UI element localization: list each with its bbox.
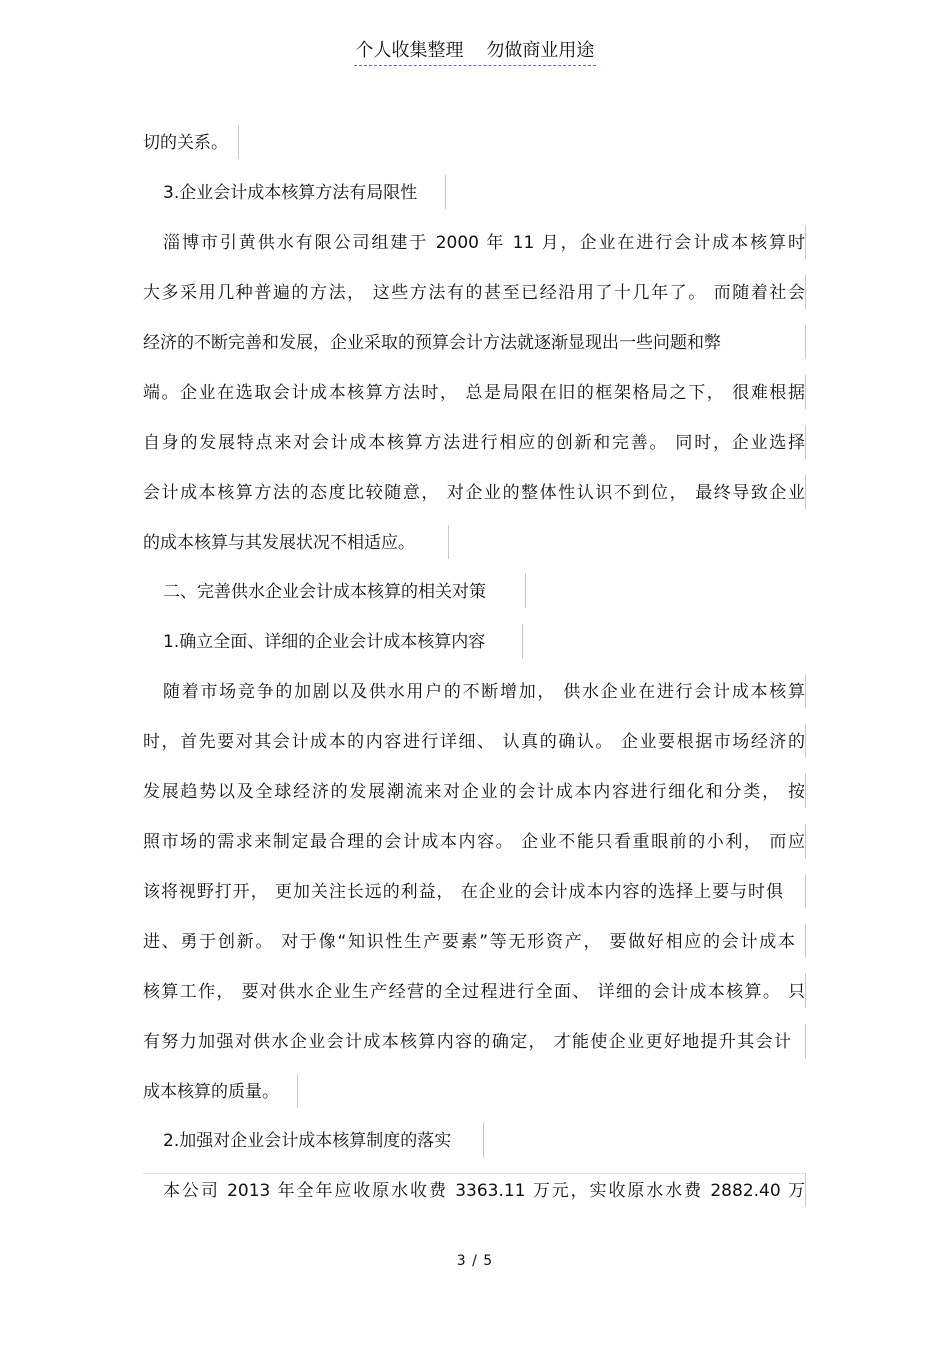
line-box-marker <box>805 824 806 858</box>
text-line: 成本核算的质量。 <box>143 1082 279 1102</box>
line-box-marker <box>805 724 806 758</box>
page-indicator: 3 / 5 <box>456 1253 494 1269</box>
line-box-marker <box>805 1024 806 1058</box>
line-box-marker <box>238 125 239 159</box>
text-line: 大多采用几种普遍的方法， 这些方法有的甚至已经沿用了十几年了。 而随着社会 <box>143 283 805 303</box>
text-line: 进、勇于创新。 对于像“知识性生产要素”等无形资产， 要做好相应的会计成本 <box>143 932 795 952</box>
text-line: 时，首先要对其会计成本的内容进行详细、 认真的确认。 企业要根据市场经济的 <box>143 732 805 752</box>
text-line: 切的关系。 <box>143 133 228 153</box>
line-box-marker <box>805 774 806 808</box>
line-box-marker <box>525 574 526 608</box>
section-heading: 二、完善供水企业会计成本核算的相关对策 <box>163 582 486 602</box>
line-box-marker <box>805 275 806 309</box>
text-line: 随着市场竞争的加剧以及供水用户的不断增加， 供水企业在进行会计成本核算 <box>163 682 805 702</box>
section-heading: 2.加强对企业会计成本核算制度的落实 <box>163 1131 452 1151</box>
line-box-marker <box>805 425 806 459</box>
header-text: 个人收集整理 勿做商业用途 <box>354 38 597 66</box>
line-box-marker <box>805 1173 806 1207</box>
line-box-marker <box>445 175 446 209</box>
text-line: 淄博市引黄供水有限公司组建于 2000 年 11 月，企业在进行会计成本核算时 <box>163 233 805 253</box>
text-line: 该将视野打开， 更加关注长远的利益， 在企业的会计成本内容的选择上要与时俱 <box>143 882 783 902</box>
line-box-marker <box>805 375 806 409</box>
page-header <box>0 38 950 66</box>
line-box-marker <box>805 475 806 509</box>
line-box-marker <box>805 874 806 908</box>
line-box-marker <box>522 624 523 658</box>
text-line: 自身的发展特点来对会计成本核算方法进行相应的创新和完善。 同时，企业选择 <box>143 433 805 453</box>
text-line: 照市场的需求来制定最合理的会计成本内容。 企业不能只看重眼前的小利， 而应 <box>143 832 805 852</box>
line-box-marker <box>805 924 806 958</box>
line-box-marker <box>805 674 806 708</box>
text-line: 端。企业在选取会计成本核算方法时， 总是局限在旧的框架格局之下， 很难根据 <box>143 383 805 403</box>
text-line: 会计成本核算方法的态度比较随意， 对企业的整体性认识不到位， 最终导致企业 <box>143 483 805 503</box>
line-box-marker <box>483 1123 484 1157</box>
line-box-marker <box>805 974 806 1008</box>
text-line: 有努力加强对供水企业会计成本核算内容的确定， 才能使企业更好地提升其会计 <box>143 1032 791 1052</box>
line-box-marker <box>297 1074 298 1108</box>
text-line: 的成本核算与其发展状况不相适应。 <box>143 533 415 553</box>
section-heading: 3.企业会计成本核算方法有局限性 <box>163 183 418 203</box>
line-box-marker <box>805 325 806 359</box>
line-box-marker <box>143 1173 805 1174</box>
line-box-marker <box>448 525 449 559</box>
text-line: 核算工作， 要对供水企业生产经营的全过程进行全面、 详细的会计成本核算。 只 <box>143 982 805 1002</box>
text-line: 经济的不断完善和发展，企业采取的预算会计方法就逐渐显现出一些问题和弊 <box>143 333 721 353</box>
line-box-marker <box>805 225 806 259</box>
text-line: 发展趋势以及全球经济的发展潮流来对企业的会计成本内容进行细化和分类， 按 <box>143 782 805 802</box>
text-line: 本公司 2013 年全年应收原水收费 3363.11 万元，实收原水水费 2882.40 万 <box>163 1181 805 1201</box>
section-heading: 1.确立全面、详细的企业会计成本核算内容 <box>163 632 486 652</box>
